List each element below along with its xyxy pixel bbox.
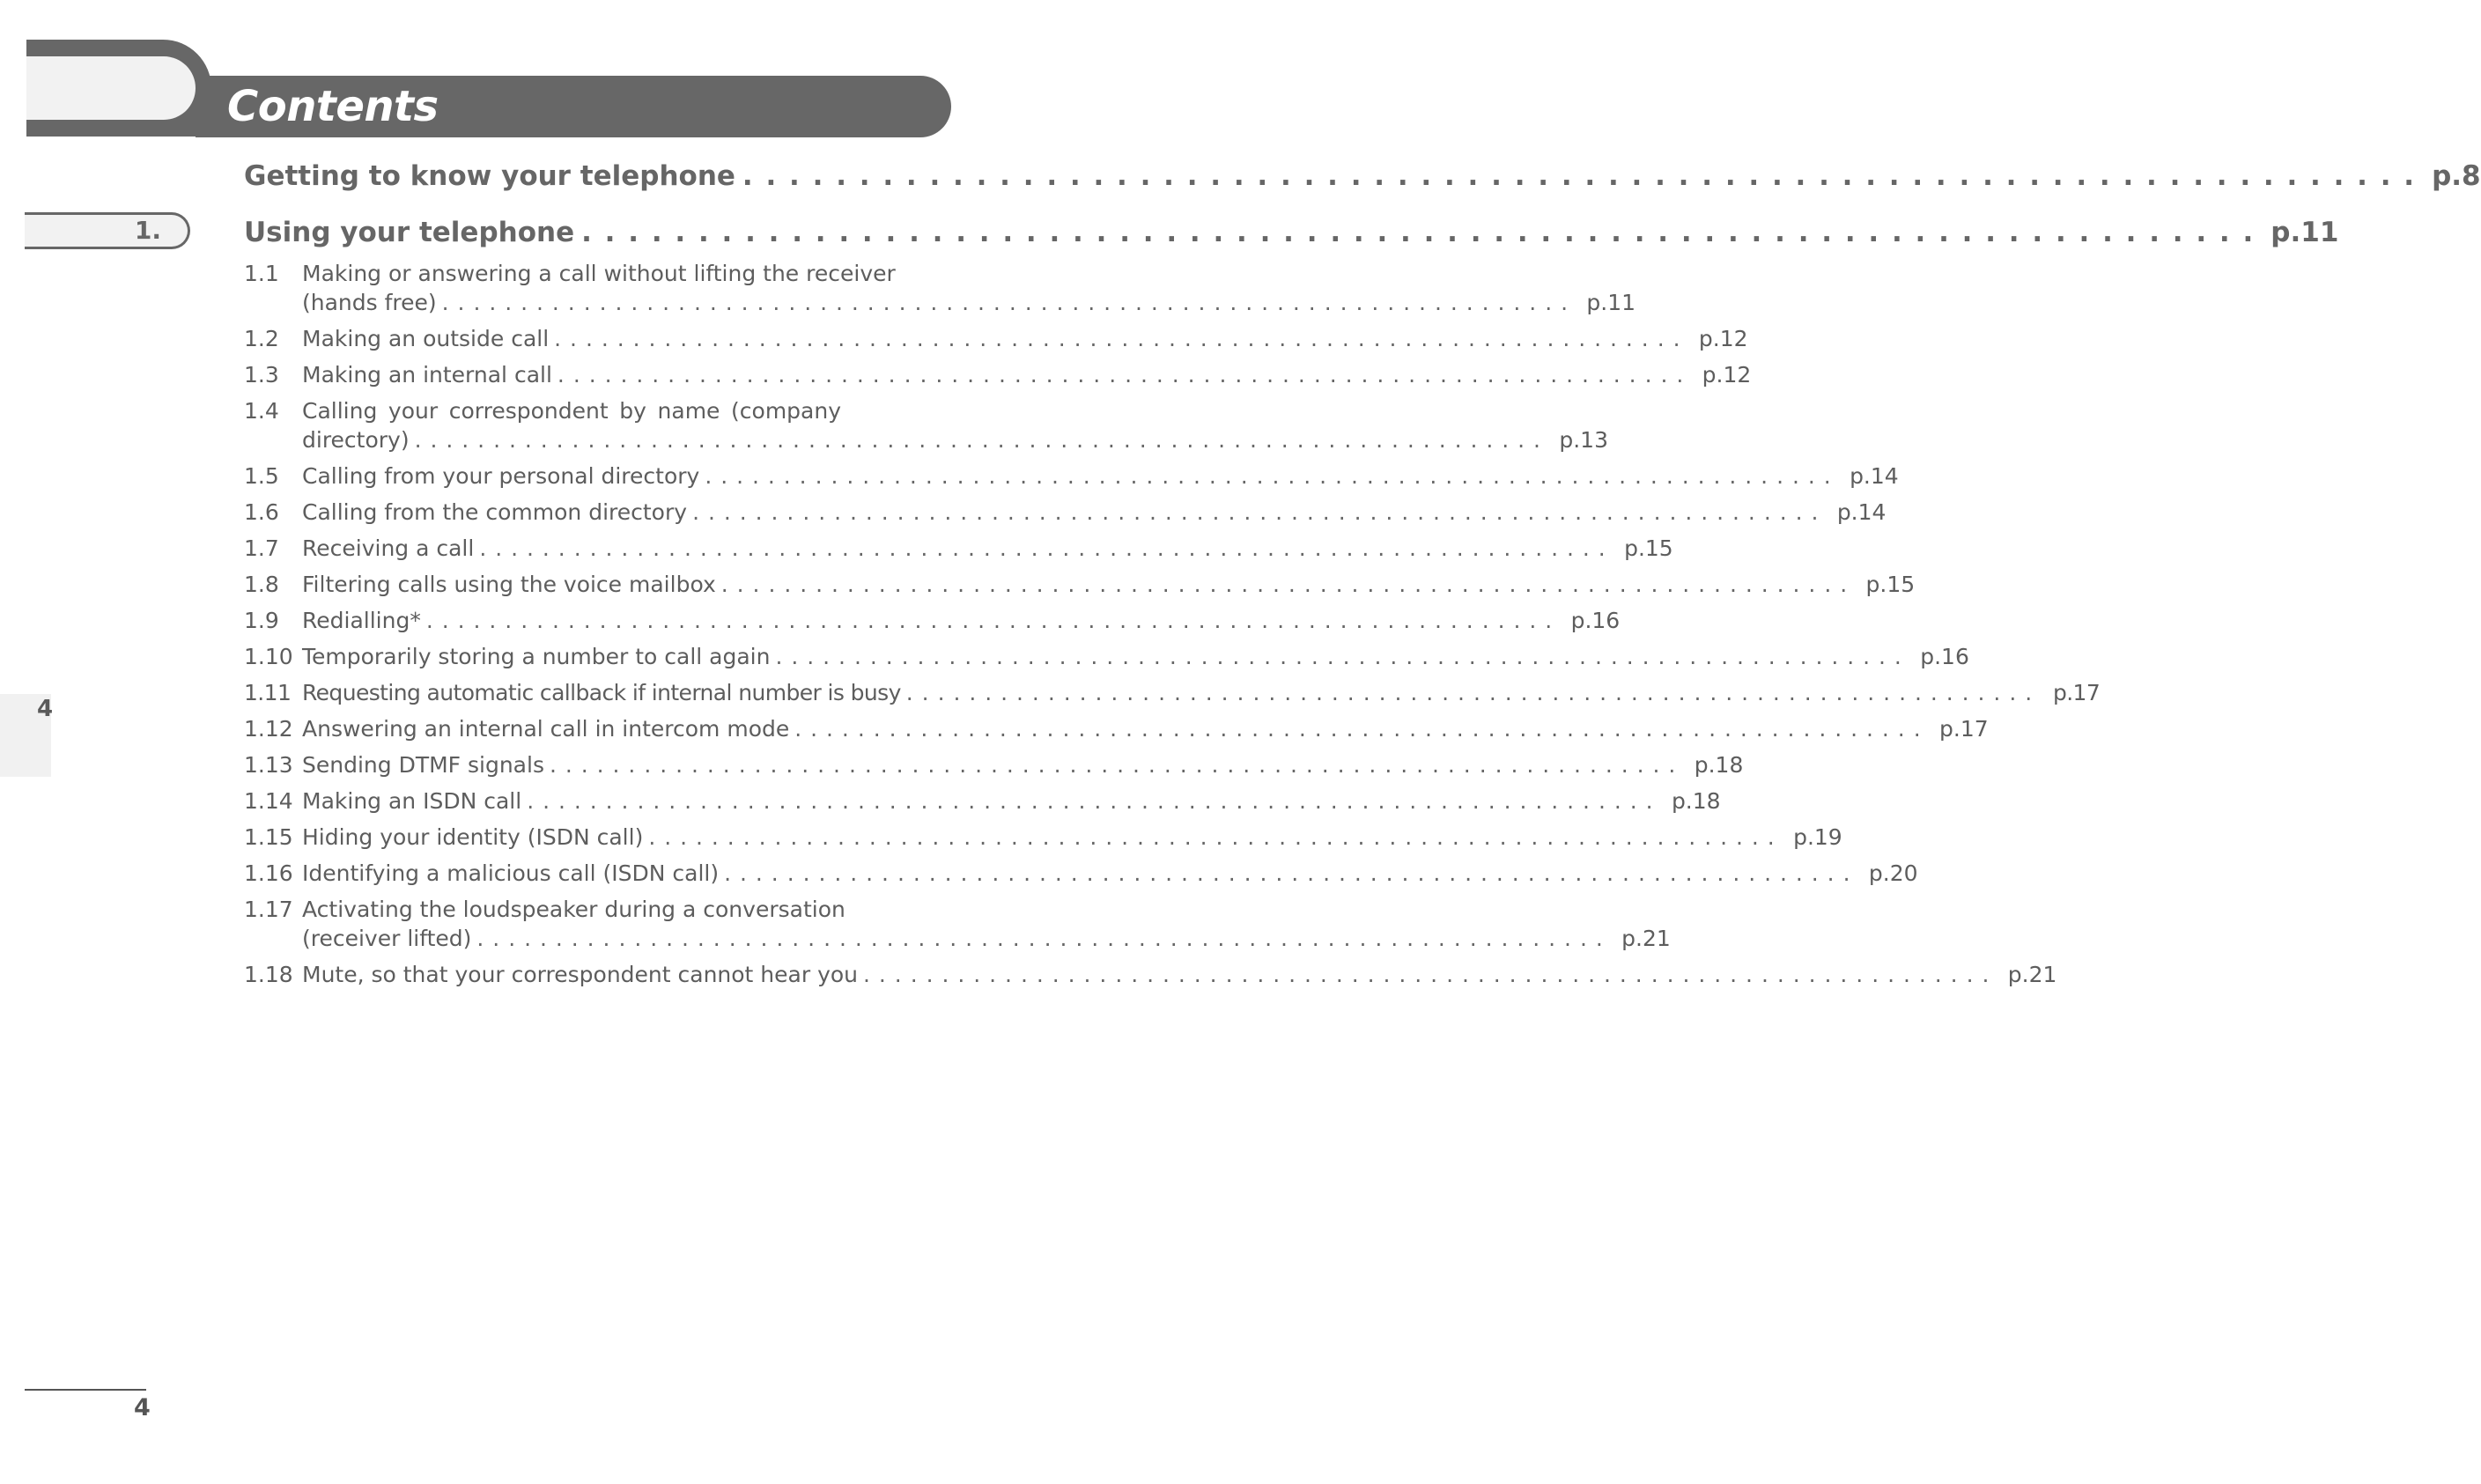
toc-entry-title: Redialling* (302, 608, 421, 633)
toc-entry-page: p.12 (1698, 326, 1748, 351)
toc-main-entry[interactable] (244, 160, 2481, 192)
toc-entry-title: directory) (302, 427, 410, 453)
toc-entry-title: (receiver lifted) (302, 926, 472, 951)
dot-leader (687, 499, 1824, 525)
page-title: Contents (227, 82, 439, 131)
toc-entry[interactable] (244, 499, 1887, 525)
chapter-tab (25, 212, 190, 249)
toc-entry[interactable] (302, 290, 1636, 315)
toc-entry-page: p.20 (1868, 860, 1918, 886)
toc-entry-line1[interactable]: Making or answering a call without lifting the receiver (302, 261, 896, 286)
toc-entry-number: 1.12 (244, 716, 293, 742)
dot-leader (735, 160, 2416, 192)
toc-entry-page: p.12 (1702, 362, 1752, 388)
dot-leader (421, 608, 1558, 633)
toc-entry-title: Temporarily storing a number to call again (302, 644, 771, 669)
toc-entry-number: 1.4 (244, 398, 279, 424)
toc-entry[interactable] (244, 860, 1918, 886)
toc-entry[interactable] (244, 362, 1752, 388)
toc-entry-page: p.15 (1865, 572, 1916, 597)
toc-main-title: Using your telephone (244, 217, 575, 248)
dot-leader (699, 463, 1836, 489)
toc-entry[interactable] (244, 535, 1673, 561)
side-page-number: 4 (37, 696, 54, 722)
toc-entry-number: 1.2 (244, 326, 279, 351)
toc-entry-number: 1.6 (244, 499, 279, 525)
dot-leader (474, 535, 1611, 561)
dot-leader (471, 926, 1608, 951)
toc-entry-page: p.17 (1939, 716, 1989, 742)
toc-entry-line1[interactable]: Activating the loudspeaker during a conversation (302, 897, 845, 922)
toc-entry[interactable] (244, 752, 1744, 778)
toc-entry-page: p.11 (1586, 290, 1636, 315)
toc-entry[interactable] (244, 824, 1842, 850)
toc-entry-title: Receiving a call (302, 535, 475, 561)
toc-entry-title: Making an ISDN call (302, 788, 522, 814)
dot-leader (716, 572, 1853, 597)
toc-entry-number: 1.10 (244, 644, 293, 669)
toc-entry-number: 1.9 (244, 608, 279, 633)
toc-entry-title: Filtering calls using the voice mailbox (302, 572, 716, 597)
dot-leader (789, 716, 1926, 742)
toc-entry-page: p.16 (1570, 608, 1621, 633)
toc-entry-number: 1.5 (244, 463, 279, 489)
toc-entry-title: Identifying a malicious call (ISDN call) (302, 860, 720, 886)
toc-entry-number: 1.8 (244, 572, 279, 597)
toc-entry[interactable] (302, 427, 1608, 453)
dot-leader (643, 824, 1780, 850)
dot-leader (549, 326, 1686, 351)
dot-leader (574, 217, 2255, 248)
toc-entry-number: 1.7 (244, 535, 279, 561)
toc-entry-page: p.14 (1836, 499, 1887, 525)
toc-entry-title: Calling from the common directory (302, 499, 688, 525)
toc-entry[interactable] (244, 680, 2101, 705)
toc-entry-title: Making an internal call (302, 362, 552, 388)
toc-entry-title: (hands free) (302, 290, 437, 315)
toc-entry[interactable] (244, 644, 1969, 669)
toc-entry-number: 1.11 (244, 680, 292, 705)
toc-entry-page: p.16 (1920, 644, 1969, 669)
toc-entry-number: 1.17 (244, 897, 293, 922)
toc-entry-page: p.21 (1621, 926, 1671, 951)
footer-rule (25, 1389, 146, 1391)
toc-entry[interactable] (244, 326, 1748, 351)
toc-entry-number: 1.13 (244, 752, 293, 778)
toc-main-entry[interactable] (244, 217, 2339, 248)
toc-main-page: p.8 (2432, 160, 2481, 192)
toc-entry[interactable] (244, 716, 1989, 742)
dot-leader (552, 362, 1689, 388)
dot-leader (901, 680, 2038, 705)
dot-leader (410, 427, 1547, 453)
toc-entry-title: Sending DTMF signals (302, 752, 544, 778)
toc-entry-page: p.15 (1624, 535, 1673, 561)
toc-entry[interactable] (244, 572, 1916, 597)
toc-entry-title: Requesting automatic callback if internal number is busy (302, 680, 901, 705)
dot-leader (719, 860, 1856, 886)
toc-entry-page: p.13 (1559, 427, 1608, 453)
toc-entry-number: 1.15 (244, 824, 293, 850)
toc-entry[interactable] (244, 962, 2057, 987)
header-banner-left-inner (26, 56, 196, 120)
toc-entry-page: p.18 (1671, 788, 1721, 814)
toc-entry-number: 1.1 (244, 261, 279, 286)
toc-main-title: Getting to know your telephone (244, 160, 735, 192)
dot-leader (437, 290, 1574, 315)
dot-leader (858, 962, 1995, 987)
toc-entry-page: p.14 (1850, 463, 1899, 489)
toc-entry-number: 1.18 (244, 962, 293, 987)
toc-entry-number: 1.14 (244, 788, 293, 814)
page-number: 4 (134, 1394, 151, 1421)
dot-leader (770, 644, 1907, 669)
toc-entry-title: Hiding your identity (ISDN call) (302, 824, 644, 850)
toc-entry-title: Making an outside call (302, 326, 550, 351)
dot-leader (521, 788, 1658, 814)
toc-entry-title: Answering an internal call in intercom mode (302, 716, 790, 742)
toc-entry-page: p.17 (2052, 680, 2101, 705)
dot-leader (544, 752, 1681, 778)
chapter-number: 1. (134, 216, 161, 245)
toc-entry-title: Calling from your personal directory (302, 463, 700, 489)
toc-entry-number: 1.16 (244, 860, 293, 886)
toc-entry-title: Mute, so that your correspondent cannot hear you (302, 962, 859, 987)
toc-entry[interactable] (244, 788, 1721, 814)
toc-entry-page: p.21 (2007, 962, 2057, 987)
toc-entry-number: 1.3 (244, 362, 279, 388)
toc-entry-page: p.18 (1694, 752, 1744, 778)
toc-entry[interactable] (302, 926, 1671, 951)
toc-entry-line1[interactable]: Calling your correspondent by name (company (302, 398, 841, 424)
toc-entry[interactable] (244, 608, 1621, 633)
toc-entry-page: p.19 (1793, 824, 1842, 850)
toc-entry[interactable] (244, 463, 1899, 489)
toc-main-page: p.11 (2271, 217, 2339, 248)
